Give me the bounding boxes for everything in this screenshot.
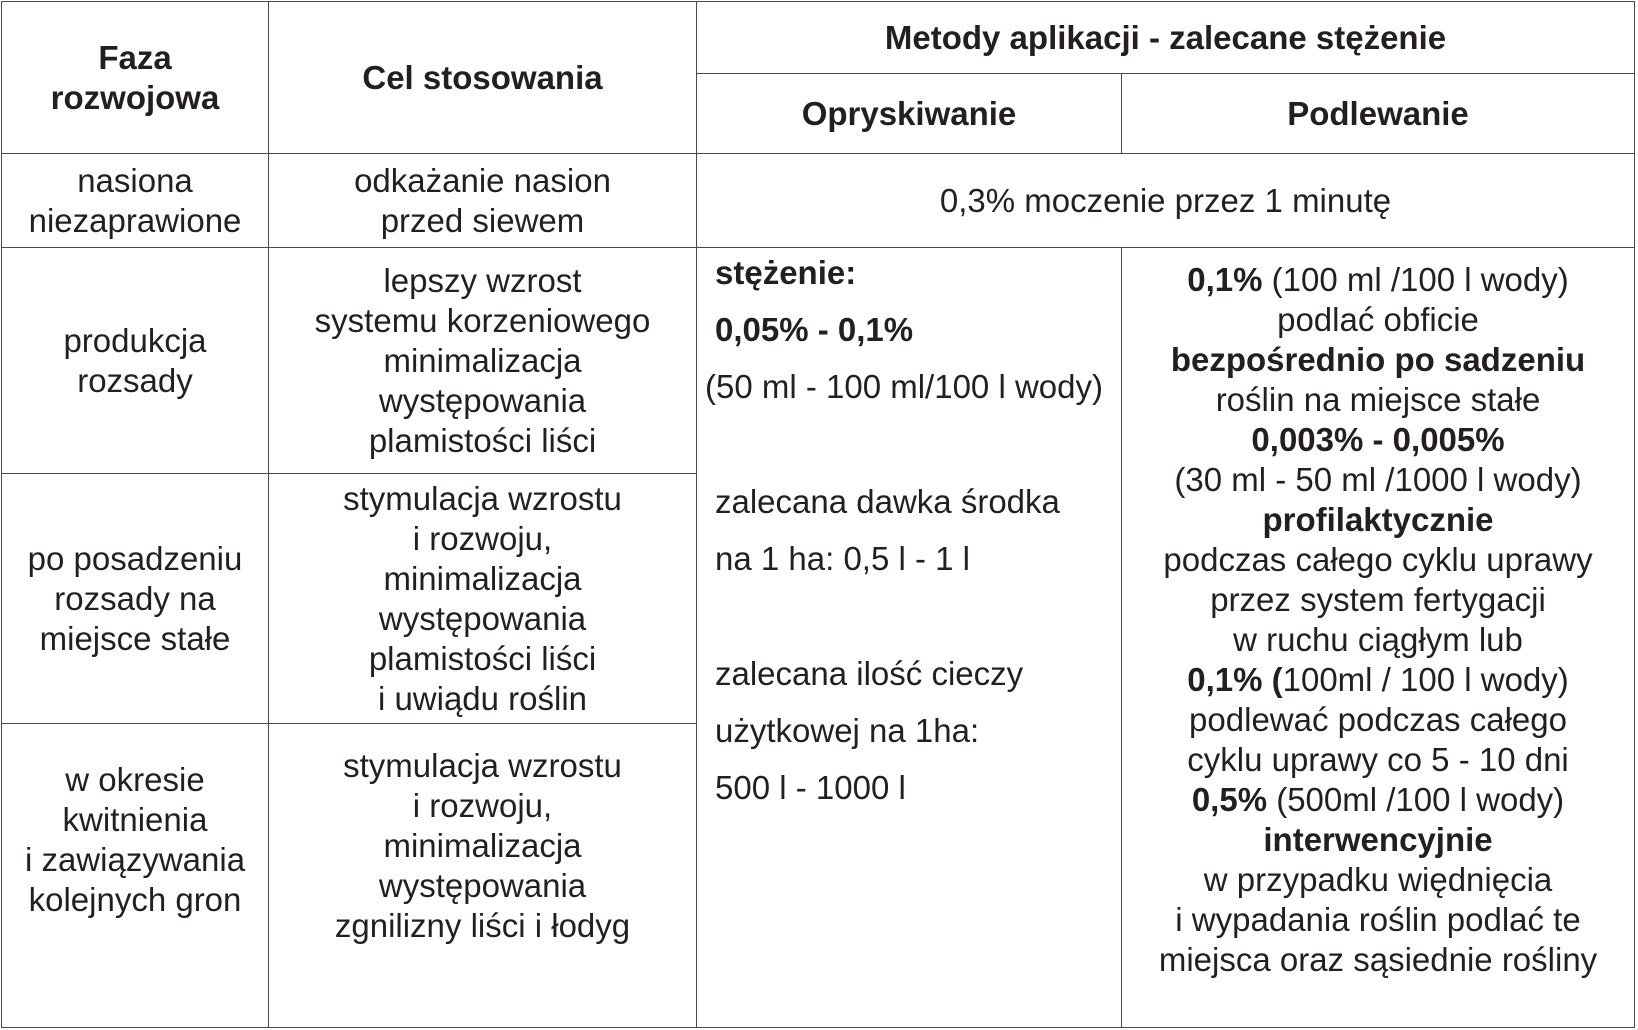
phase-line: niezaprawione [28, 201, 242, 239]
water-bold: 0,1% [1187, 261, 1263, 298]
water-line [1122, 660, 1634, 700]
phase-line: kwitnienia [62, 801, 208, 838]
purpose-line: plamistości liści [368, 421, 597, 459]
spray-liquid-line: zalecana ilość cieczy [715, 655, 1024, 692]
water-line: podlać obficie [1277, 301, 1479, 338]
header-methods: Metody aplikacji - zalecane stężenie [697, 2, 1635, 74]
water-line: w ruchu ciągłym lub [1233, 621, 1523, 658]
purpose-line: plamistości liści [368, 639, 597, 677]
water-line: 0,003% - 0,005% [1251, 421, 1505, 458]
spray-conc-detail: (50 ml - 100 ml/100 l wody) [705, 368, 1103, 405]
purpose-line: odkażanie nasion [354, 161, 611, 199]
phase-line: kolejnych gron [28, 881, 242, 918]
spray-liquid-line: użytkowej na 1ha: [715, 712, 980, 749]
water-text: (100 ml /100 l wody) [1262, 261, 1569, 298]
phase-line: rozsady [77, 361, 193, 399]
water-line: miejsca oraz sąsiednie rośliny [1158, 941, 1598, 978]
spray-dose-line: zalecana dawka środka [715, 483, 1060, 520]
dosage-table [1, 1, 1635, 1028]
cell-phase-after-planting [2, 474, 269, 724]
cell-watering [1122, 248, 1635, 1028]
purpose-line: minimalizacja [383, 559, 582, 597]
phase-line: nasiona [77, 161, 193, 199]
spray-liquid-line: 500 l - 1000 l [715, 769, 906, 806]
row-seedlings [2, 248, 1635, 474]
water-line: profilaktycznie [1262, 501, 1494, 538]
water-line: w przypadku więdnięcia [1203, 861, 1553, 898]
purpose-line: minimalizacja [383, 827, 582, 864]
purpose-line: występowania [378, 381, 587, 419]
water-line: bezpośrednio po sadzeniu [1170, 341, 1586, 378]
water-line [1122, 780, 1634, 820]
purpose-line: stymulacja wzrostu [343, 747, 622, 784]
water-line: cyklu uprawy co 5 - 10 dni [1187, 741, 1569, 778]
water-bold: 0,1% ( [1187, 661, 1283, 698]
purpose-line: występowania [378, 867, 587, 904]
cell-phase-seeds [2, 154, 269, 248]
purpose-line: minimalizacja [383, 341, 582, 379]
header-row-1 [2, 2, 1635, 74]
phase-line: po posadzeniu [27, 539, 243, 577]
water-text: 100ml / 100 l wody) [1282, 661, 1569, 698]
cell-purpose-flowering [269, 724, 697, 1028]
spacer [715, 587, 1121, 645]
purpose-line: występowania [378, 599, 587, 637]
phase-line: i zawiązywania [24, 841, 246, 878]
water-line: podczas całego cyklu uprawy [1163, 541, 1593, 578]
water-bold: 0,5% [1191, 781, 1268, 818]
purpose-line: i rozwoju, [412, 787, 553, 824]
header-phase-line: Faza [98, 38, 172, 76]
spraying-content [705, 244, 1121, 816]
header-purpose: Cel stosowania [269, 2, 697, 154]
water-line [1122, 260, 1634, 300]
header-phase-line: rozwojowa [50, 78, 220, 116]
cell-purpose-after-planting [269, 474, 697, 724]
purpose-line: stymulacja wzrostu [343, 479, 622, 517]
row-seeds [2, 154, 1635, 248]
water-line: podlewać podczas całego [1189, 701, 1567, 738]
spray-conc-label: stężenie: [715, 254, 857, 291]
cell-spraying [697, 248, 1122, 1028]
header-watering: Podlewanie [1122, 74, 1635, 154]
header-spraying: Opryskiwanie [697, 74, 1122, 154]
cell-phase-seedlings [2, 248, 269, 474]
purpose-line: zgnilizny liści i łodyg [334, 907, 631, 944]
water-line: i wypadania roślin podlać te [1175, 901, 1581, 938]
purpose-line: systemu korzeniowego [314, 301, 651, 339]
purpose-line: przed siewem [380, 201, 585, 239]
water-line: roślin na miejsce stałe [1215, 381, 1541, 418]
spray-conc-value: 0,05% - 0,1% [715, 311, 914, 348]
purpose-line: i uwiądu roślin [377, 679, 588, 717]
phase-line: miejsce stałe [39, 619, 231, 657]
phase-line: produkcja [63, 321, 207, 359]
purpose-line: i rozwoju, [412, 519, 553, 557]
header-phase [2, 2, 269, 154]
water-line: (30 ml - 50 ml /1000 l wody) [1174, 461, 1582, 498]
cell-seed-treatment: 0,3% moczenie przez 1 minutę [697, 154, 1635, 248]
water-line: interwencyjnie [1263, 821, 1493, 858]
phase-line: w okresie [65, 761, 205, 798]
water-text: (500ml /100 l wody) [1267, 781, 1565, 818]
phase-line: rozsady na [54, 579, 216, 617]
cell-purpose-seedlings [269, 248, 697, 474]
cell-phase-flowering [2, 724, 269, 1028]
cell-purpose-seeds [269, 154, 697, 248]
purpose-line: lepszy wzrost [383, 261, 582, 299]
spray-dose-line: na 1 ha: 0,5 l - 1 l [715, 540, 970, 577]
spacer [715, 415, 1121, 473]
water-line: przez system fertygacji [1210, 581, 1546, 618]
